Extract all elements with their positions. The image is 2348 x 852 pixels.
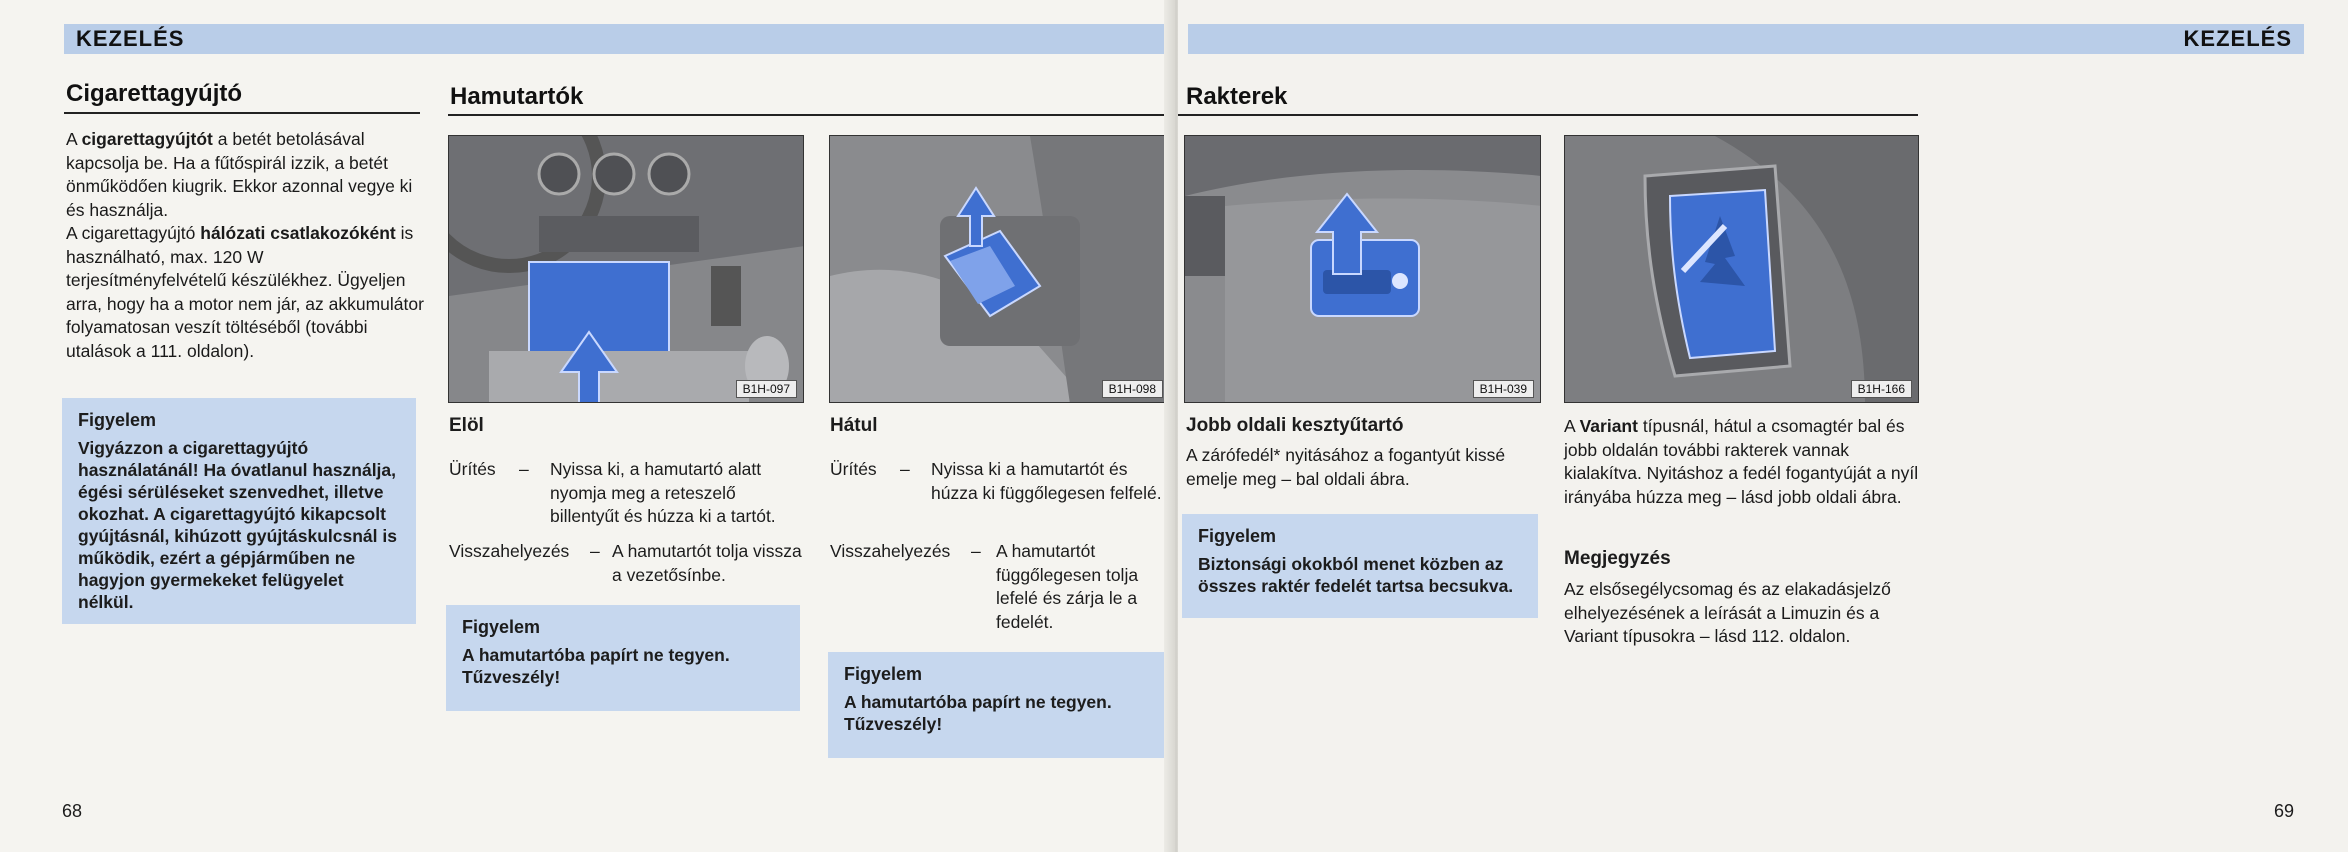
cigarette-warning-box — [62, 398, 416, 624]
title-rule — [448, 114, 1170, 116]
front-warning-box — [446, 605, 800, 711]
replace-label: Visszahelyezés — [449, 541, 570, 561]
variant-storage-photo — [1564, 135, 1919, 403]
paragraph: A cigarettagyújtót a betét betolásával kapcsolja be. Ha a fűtőspirál izzik, a betét önműködően kiugrik. Ekkor azonnal vegye ki és használja. — [66, 129, 413, 220]
warning-title: Figyelem — [844, 664, 923, 684]
paragraph: A cigarettagyújtó hálózati csatlakozóként is használható, max. 120 W terjesítményfelvételű készülékhez. Ügyeljen arra, hogy ha a motor nem jár, az akkumulátor folyamatosan veszít töltéséből (további utalások a 111. oldalon). — [66, 223, 424, 361]
warning-text: Biztonsági okokból menet közben az összes raktér fedelét tartsa becsukva. — [1198, 554, 1514, 596]
note-text: Az elsősegélycsomag és az elakadásjelző elhelyezésének a leírását a Limuzin és a Variant típusokra – lásd 112. oldalon. — [1564, 579, 1891, 646]
replace-label: Visszahelyezés — [830, 541, 951, 561]
warning-title: Figyelem — [1198, 526, 1277, 546]
glovebox-subtitle: Jobb oldali kesztyűtartó — [1186, 415, 1404, 436]
image-code: B1H-098 — [1102, 380, 1163, 398]
rear-replace-row — [830, 540, 1170, 636]
warning-title: Figyelem — [462, 617, 541, 637]
paragraph: A Variant típusnál, hátul a csomagtér bal és jobb oldalán további rakterek vannak kialakítva. Nyitáshoz a fedél fogantyúját a nyíl irányába húzza meg – lásd jobb oldali ábra. — [1564, 416, 1919, 507]
ashtrays-title: Hamutartók — [450, 83, 584, 110]
warning-title: Figyelem — [78, 410, 157, 430]
cigarette-lighter-title: Cigarettagyújtó — [66, 80, 243, 107]
header-title-right: KEZELÉS — [2183, 26, 2292, 51]
replace-text: A hamutartót függőlegesen tolja lefelé és zárja le a fedelét. — [996, 541, 1139, 632]
glovebox-photo — [1184, 135, 1541, 403]
replace-text: A hamutartót tolja vissza a vezetősínbe. — [612, 541, 802, 585]
note-title: Megjegyzés — [1564, 548, 1671, 569]
header-band-left — [64, 24, 1170, 54]
right-page — [1178, 0, 2348, 852]
title-rule — [64, 112, 420, 114]
empty-label: Ürítés — [830, 459, 877, 479]
dash: – — [590, 541, 600, 561]
front-empty-row — [449, 458, 809, 530]
left-page — [0, 0, 1170, 852]
glovebox-text: A zárófedél* nyitásához a fogantyút kissé emelje meg – bal oldali ábra. — [1186, 445, 1506, 489]
empty-label: Ürítés — [449, 459, 496, 479]
rear-warning-box — [828, 652, 1170, 758]
image-code: B1H-039 — [1473, 380, 1534, 398]
glovebox-warning-box — [1182, 514, 1538, 618]
empty-text: Nyissa ki, a hamutartó alatt nyomja meg a reteszelő billentyűt és húzza ki a tartót. — [550, 459, 776, 526]
empty-text: Nyissa ki a hamutartót és húzza ki függőlegesen felfelé. — [931, 459, 1162, 503]
image-code: B1H-097 — [736, 380, 797, 398]
front-ashtray-photo — [448, 135, 804, 403]
title-rule — [1178, 114, 1918, 116]
rear-subtitle: Hátul — [830, 415, 878, 436]
warning-text: Vigyázzon a cigarettagyújtó használatánál! Ha óvatlanul használja, égési sérüléseket szenvedhet, illetve okozhat. A cigarettagyújtó kikapcsolt gyújtásnál, kihúzott gyújtáskulcsnál is működik, ezért a gépjárműben ne hagyjon gyermekeket felügyelet nélkül. — [78, 438, 397, 612]
header-title-left: KEZELÉS — [76, 26, 185, 51]
page-number-left: 68 — [62, 801, 83, 821]
variant-text — [1564, 415, 1926, 509]
dash: – — [971, 541, 981, 561]
dash: – — [900, 459, 910, 479]
storage-title: Rakterek — [1186, 83, 1288, 110]
cigarette-lighter-text — [66, 128, 424, 363]
rear-empty-row — [830, 458, 1170, 530]
image-code: B1H-166 — [1851, 380, 1912, 398]
rear-ashtray-photo — [829, 135, 1170, 403]
front-replace-row — [449, 540, 809, 588]
warning-text: A hamutartóba papírt ne tegyen. Tűzveszély! — [462, 645, 730, 687]
front-subtitle: Elöl — [449, 415, 484, 436]
dash: – — [519, 459, 529, 479]
header-band-right — [1188, 24, 2304, 54]
warning-text: A hamutartóba papírt ne tegyen. Tűzveszély! — [844, 692, 1112, 734]
page-number-right: 69 — [2273, 801, 2294, 821]
